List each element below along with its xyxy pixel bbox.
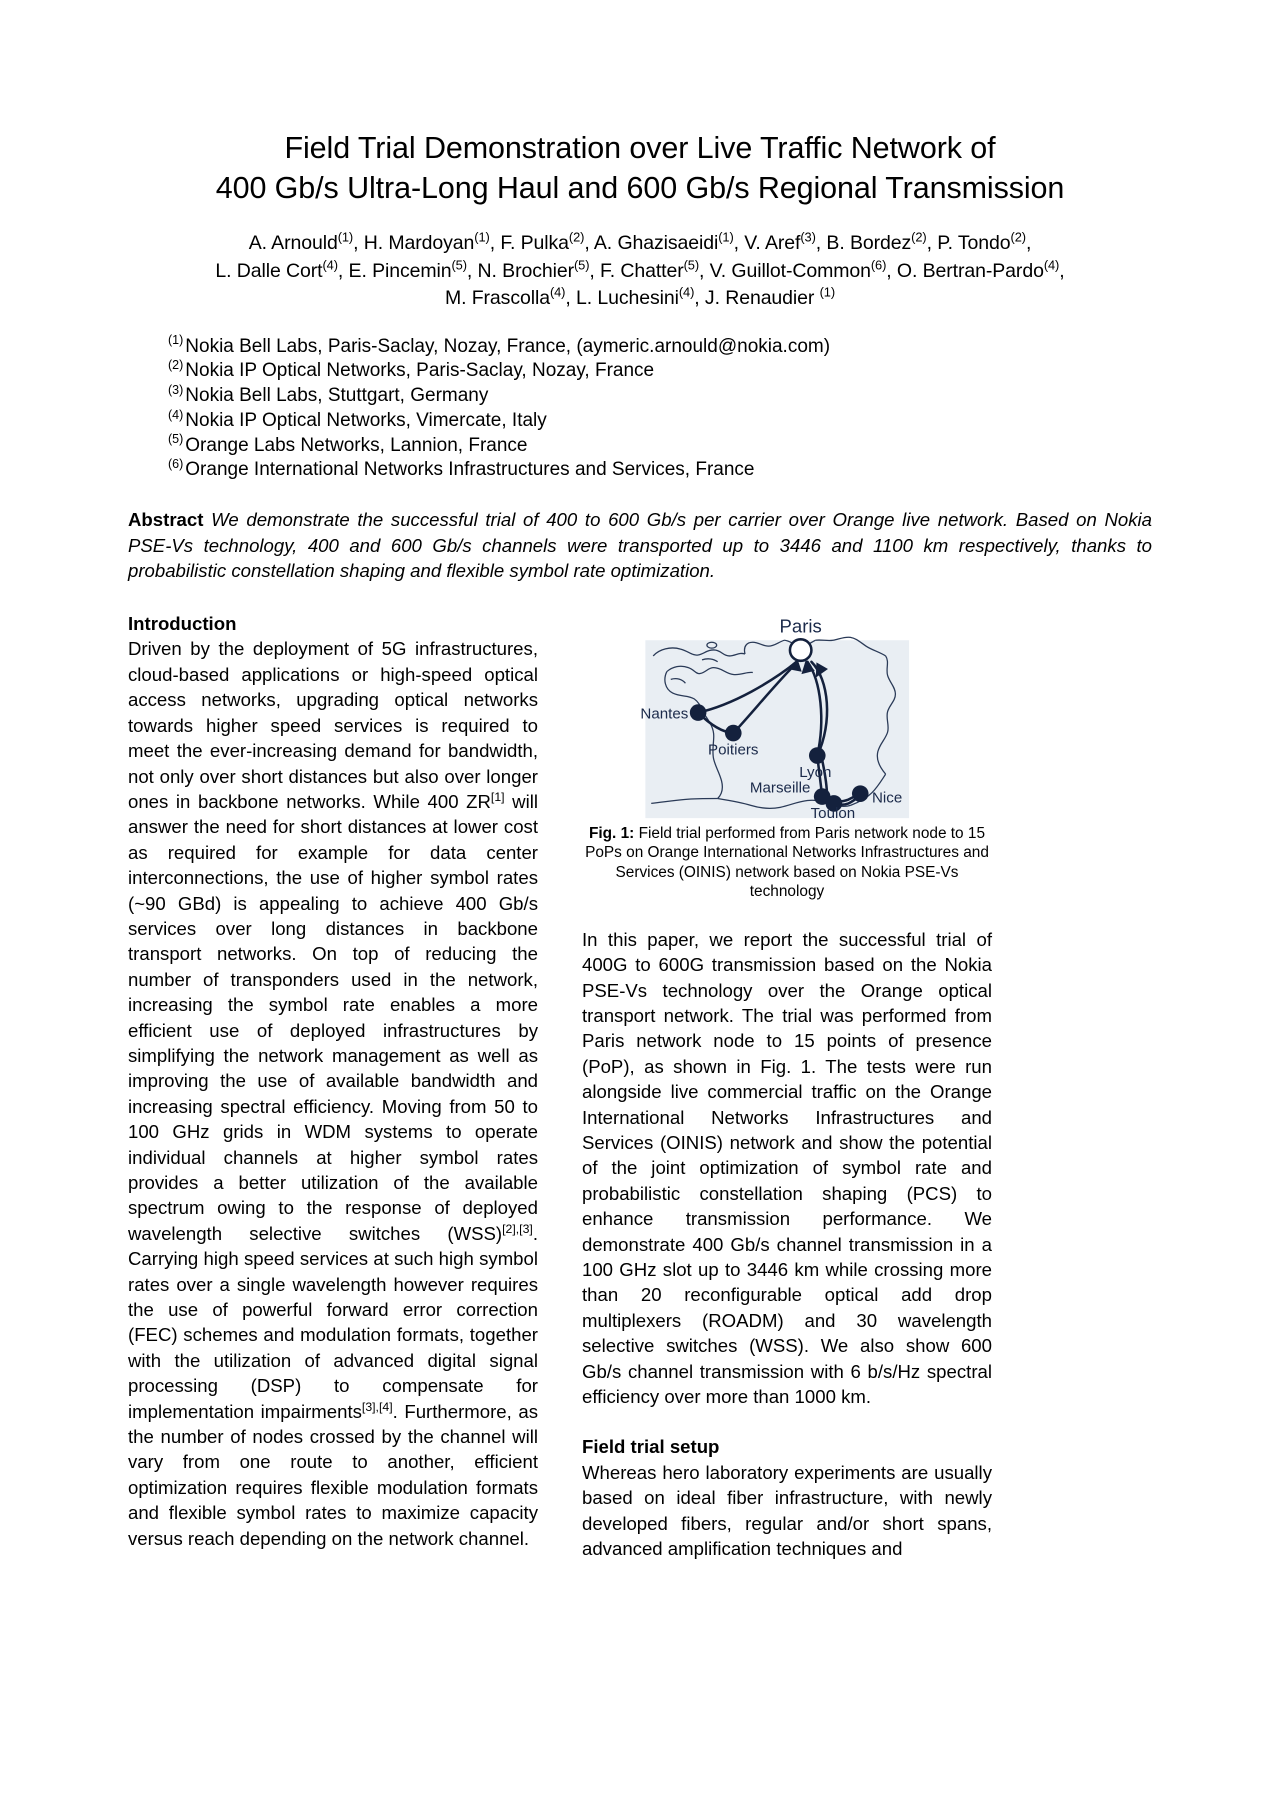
intro-part-2: will answer the need for short distances at lower cost as required for example for data center interconnections, the use of higher symbol rates (~90 GBd) is appealing to achieve 400 Gb/s services over long distances in backbone transport networks. On top of reducing the number of transponders used in the network, increasing the symbol rate enables a more efficient use of deployed infrastructures by simplifying the network management as well as improving the use of available bandwidth and increasing spectral efficiency. Moving from 50 to 100 GHz grids in WDM systems to operate individual channels at higher symbol rates provides a better utilization of the available spectrum owing to the response of deployed wavelength selective switches (WSS) [128, 790, 538, 1244]
affiliation-text: Nokia Bell Labs, Stuttgart, Germany [185, 385, 489, 407]
affiliation-item [168, 434, 1145, 459]
france-network-map [582, 611, 992, 821]
affiliation-text: Orange International Networks Infrastructures and Services, France [185, 459, 755, 481]
left-column [128, 611, 538, 1551]
intro-paragraph [128, 636, 538, 1551]
affiliation-item [168, 335, 1145, 360]
affiliation-marker: (1) [168, 333, 184, 348]
city-label-lyon: Lyon [799, 764, 832, 782]
intro-part-1: Driven by the deployment of 5G infrastructures, cloud-based applications or high-speed optical access networks, upgrading optical networks towards higher speed services is required to meet the ever-increasing demand for bandwidth, not only over short distances but also over longer ones in backbone networks. While 400 ZR [128, 638, 538, 812]
author-line-2: L. Dalle Cort$^{(4)}$, E. Pincemin$^{(5)}$, N. Brochier$^{(5)}$, F. Chatter$^{(5)}$, V. Guillot-Common$^{(6)}$, O. Bertran-Pardo$^{(4)}$, [215, 257, 1065, 282]
abstract [128, 483, 1152, 584]
intro-part-3: . Carrying high speed services at such high symbol rates over a single wavelength however requires the use of powerful forward error correction (FEC) schemes and modulation formats, together with the utilization of advanced digital signal processing (DSP) to compensate for implementation impairments [128, 1222, 538, 1422]
city-label-marseille: Marseille [749, 779, 811, 797]
citation-1: [1] [490, 789, 505, 804]
author-line-3: M. Frascolla$^{(4)}$, L. Luchesini$^{(4)}$, J. Renaudier $^{(1)}$ [444, 284, 836, 309]
author-line-1: A. Arnould$^{(1)}$, H. Mardoyan$^{(1)}$, F. Pulka$^{(2)}$, A. Ghazisaeidi$^{(1)}$, V. Aref$^{(3)}$, B. Bordez$^{(2)}$, P. Tondo$^{(2)}$, [248, 229, 1032, 254]
author-list [110, 208, 1170, 313]
map-svg [582, 611, 992, 821]
affiliation-item [168, 384, 1145, 409]
city-label-poitiers: Poitiers [708, 741, 759, 759]
section-heading-introduction: Introduction [128, 613, 237, 635]
affiliation-marker: (2) [168, 357, 184, 372]
affiliation-text: Nokia Bell Labs, Paris-Saclay, Nozay, France, (aymeric.arnould@nokia.com) [185, 335, 831, 357]
paper-title [120, 0, 1160, 208]
figure-1-caption [582, 824, 992, 902]
body-columns [128, 584, 1152, 1561]
node-nice[interactable] [852, 785, 869, 802]
node-paris[interactable] [790, 639, 811, 660]
affiliation-item [168, 359, 1145, 384]
affiliation-list [135, 313, 1145, 484]
city-label-nice: Nice [871, 789, 903, 807]
node-nantes[interactable] [690, 704, 707, 721]
abstract-text: We demonstrate the successful trial of 400 to 600 Gb/s per carrier over Orange live network. Based on Nokia PSE-Vs technology, 400 and 600 Gb/s channels were transported up to 3446 and 1100 km respectively, thanks to probabilistic constellation shaping and flexible symbol rate optimization. [128, 509, 1152, 582]
city-label-toulon: Toulon [810, 805, 856, 822]
affiliation-marker: (6) [168, 457, 184, 472]
affiliation-marker: (3) [168, 382, 184, 397]
node-lyon[interactable] [809, 747, 826, 764]
node-poitiers[interactable] [725, 725, 742, 742]
affiliation-item [168, 458, 1145, 483]
citation-2: [2],[3] [502, 1221, 533, 1236]
right-column [582, 611, 992, 1561]
figure-caption-text: Field trial performed from Paris network node to 15 PoPs on Orange International Networks Infrastructures and Services (OINIS) network based on Nokia PSE-Vs technology [585, 825, 989, 901]
citation-3: [3],[4] [361, 1399, 393, 1414]
title-line-1: Field Trial Demonstration over Live Traffic Network of [284, 131, 996, 165]
section-heading-field-trial-setup: Field trial setup [582, 1436, 720, 1458]
affiliation-item [168, 409, 1145, 434]
city-label-paris: Paris [779, 615, 822, 637]
right-paragraph-1: In this paper, we report the successful trial of 400G to 600G transmission based on the Nokia PSE-Vs technology over the Orange optical transport network. The trial was performed from Paris network node to 15 points of presence (PoP), as shown in Fig. 1. The tests were run alongside live commercial traffic on the Orange International Networks Infrastructures and Services (OINIS) network and show the potential of the joint optimization of symbol rate and probabilistic constellation shaping (PCS) to enhance transmission performance. We demonstrate 400 Gb/s channel transmission in a 100 GHz slot up to 3446 km while crossing more than 20 reconfigurable optical add drop multiplexers (ROADM) and 30 wavelength selective switches (WSS). We also show 600 Gb/s channel transmission with 6 b/s/Hz spectral efficiency over more than 1000 km. [582, 928, 992, 1407]
title-line-2: 400 Gb/s Ultra-Long Haul and 600 Gb/s Regional Transmission [215, 171, 1065, 205]
affiliation-marker: (4) [168, 407, 184, 422]
figure-label: Fig. 1: [588, 825, 635, 843]
affiliation-marker: (5) [168, 432, 184, 447]
right-paragraph-2: Whereas hero laboratory experiments are usually based on ideal fiber infrastructure, with newly developed fibers, regular and/or short spans, advanced amplification techniques and [582, 1461, 992, 1560]
affiliation-text: Nokia IP Optical Networks, Paris-Saclay, Nozay, France [185, 360, 655, 382]
affiliation-text: Nokia IP Optical Networks, Vimercate, Italy [185, 409, 547, 431]
intro-part-4: . Furthermore, as the number of nodes crossed by the channel will vary from one route to another, efficient optimization requires flexible modulation formats and flexible symbol rates to maximize capacity versus reach depending on the network channel. [128, 1400, 538, 1549]
affiliation-text: Orange Labs Networks, Lannion, France [185, 434, 528, 456]
city-label-nantes: Nantes [640, 705, 689, 723]
abstract-label: Abstract [128, 509, 204, 531]
figure-1 [582, 611, 992, 902]
